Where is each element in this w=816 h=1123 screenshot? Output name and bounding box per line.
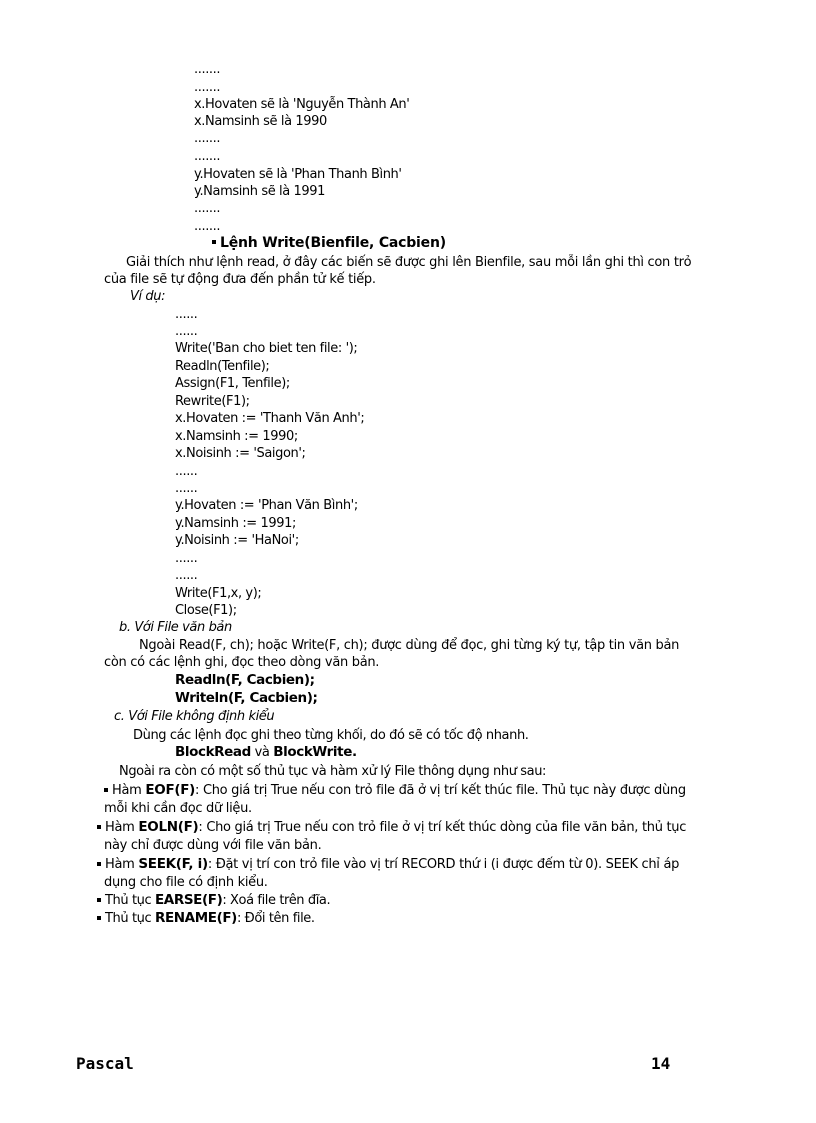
bullet-icon [212, 240, 216, 244]
code-line: Rewrite(F1); [175, 394, 250, 409]
bullet-icon [104, 788, 108, 792]
write-desc-line2: của file sẽ tự động đưa đến phần tử kế tiếp. [104, 272, 376, 287]
example-line: x.Namsinh sẽ là 1990 [194, 114, 327, 129]
example-line: ....... [194, 201, 221, 216]
example-line: ....... [194, 62, 221, 77]
code-line: ...... [175, 324, 198, 339]
writeln-command: Writeln(F, Cacbien); [175, 690, 318, 706]
text-file-line1: Ngoài Read(F, ch); hoặc Write(F, ch); được dùng để đọc, ghi từng ký tự, tập tin văn bản [139, 638, 680, 653]
code-line: x.Namsinh := 1990; [175, 429, 298, 444]
code-line: Readln(Tenfile); [175, 359, 270, 374]
code-line: ...... [175, 481, 198, 496]
bullet-icon [97, 916, 101, 920]
eof-item-line2: mỗi khi cần đọc dữ liệu. [104, 801, 252, 816]
example-line: x.Hovaten sẽ là 'Nguyễn Thành An' [194, 97, 410, 112]
text-file-line2: còn có các lệnh ghi, đọc theo dòng văn bản. [104, 655, 380, 670]
eof-item: Hàm EOF(F): Cho giá trị True nếu con trỏ file đã ở vị trí kết thúc file. Thủ tục này được dùng [104, 782, 686, 799]
example-line: ....... [194, 80, 221, 95]
rename-item: Thủ tục RENAME(F): Đổi tên file. [97, 910, 315, 927]
example-line: ....... [194, 131, 221, 146]
code-line: x.Hovaten := 'Thanh Văn Anh'; [175, 411, 365, 426]
untyped-file-line1: Dùng các lệnh đọc ghi theo từng khối, do đó sẽ có tốc độ nhanh. [133, 728, 529, 743]
code-line: ...... [175, 551, 198, 566]
page-number: 14 [651, 1054, 671, 1073]
example-label: Ví dụ: [130, 289, 166, 304]
code-line: Close(F1); [175, 603, 237, 618]
code-line: Write(F1,x, y); [175, 586, 262, 601]
block-commands [175, 744, 357, 761]
blockread-command: BlockRead [175, 744, 251, 760]
eoln-item-line2: này chỉ được dùng với file văn bản. [104, 838, 322, 853]
code-line: y.Namsinh := 1991; [175, 516, 296, 531]
bullet-icon [97, 898, 101, 902]
readln-command: Readln(F, Cacbien); [175, 672, 315, 688]
write-desc-line1: Giải thích như lệnh read, ở đây các biến sẽ được ghi lên Bienfile, sau mỗi lần ghi thì con trỏ [126, 255, 692, 270]
bullet-icon [97, 862, 101, 866]
functions-intro: Ngoài ra còn có một số thủ tục và hàm xử lý File thông dụng như sau: [119, 764, 547, 779]
code-line: ...... [175, 464, 198, 479]
text-file-heading: b. Với File văn bản [119, 620, 232, 635]
footer-title: Pascal [76, 1054, 134, 1073]
example-line: ....... [194, 149, 221, 164]
erase-item: Thủ tục EARSE(F): Xoá file trên đĩa. [97, 892, 330, 909]
example-line: y.Hovaten sẽ là 'Phan Thanh Bình' [194, 167, 402, 182]
code-line: x.Noisinh := 'Saigon'; [175, 446, 306, 461]
code-line: ...... [175, 307, 198, 322]
example-line: y.Namsinh sẽ là 1991 [194, 184, 326, 199]
seek-item-line2: dụng cho file có định kiểu. [104, 875, 268, 890]
blockwrite-command: BlockWrite. [273, 744, 357, 760]
code-line: y.Hovaten := 'Phan Văn Bình'; [175, 498, 358, 513]
and-text: và [250, 745, 274, 760]
code-line: Assign(F1, Tenfile); [175, 376, 290, 391]
example-line: ....... [194, 219, 221, 234]
untyped-file-heading: c. Với File không định kiểu [114, 709, 275, 724]
bullet-icon [97, 825, 101, 829]
code-line: y.Noisinh := 'HaNoi'; [175, 533, 299, 548]
seek-item: Hàm SEEK(F, i): Đặt vị trí con trỏ file vào vị trí RECORD thứ i (i được đếm từ 0). SEEK chỉ áp [97, 856, 679, 873]
code-line: ...... [175, 568, 198, 583]
code-line: Write('Ban cho biet ten file: '); [175, 341, 358, 356]
eoln-item: Hàm EOLN(F): Cho giá trị True nếu con trỏ file ở vị trí kết thúc dòng của file văn bản, thủ tục [97, 819, 686, 836]
write-heading: Lệnh Write(Bienfile, Cacbien) [212, 234, 446, 252]
